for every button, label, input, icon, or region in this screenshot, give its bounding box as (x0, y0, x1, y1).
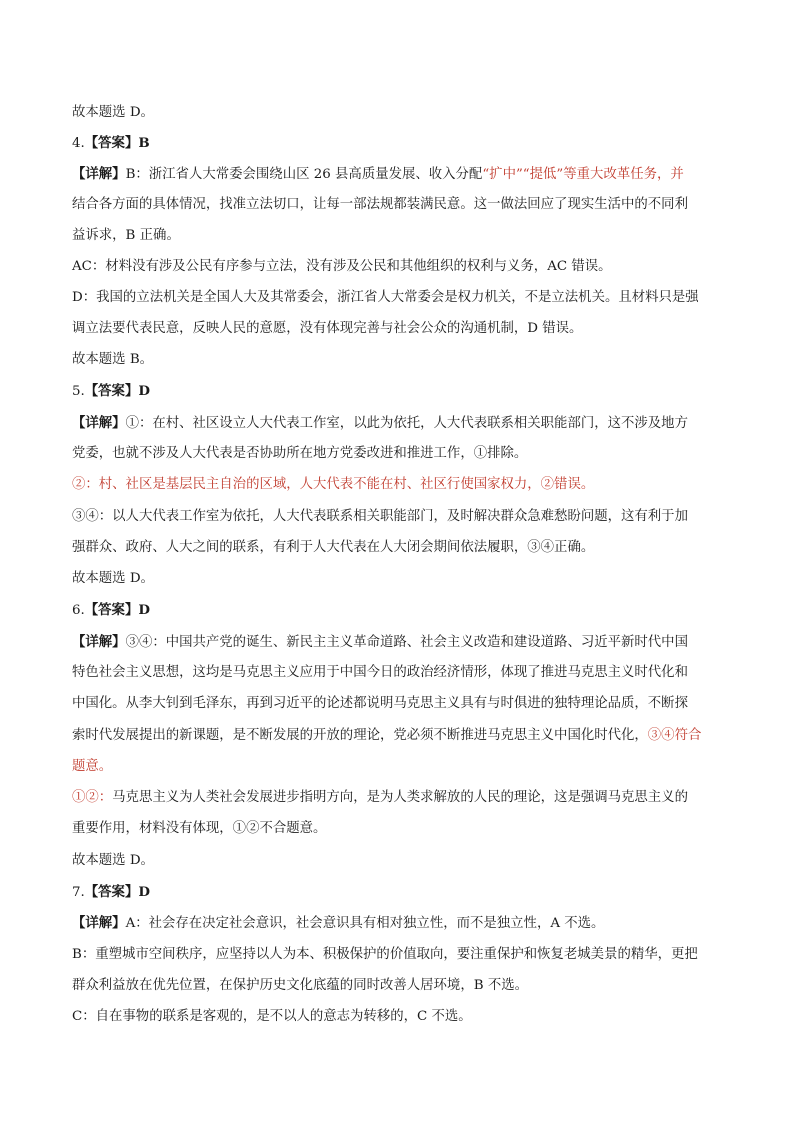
q6-number: 6. (72, 603, 85, 618)
q7-answer-value: D (138, 884, 150, 900)
q5-detail-line-2: 党委，也就不涉及人大代表是否协助所在地方党委改进和推进工作，①排除。 (72, 446, 528, 461)
q6-detail-text-4: 索时代发展提出的新课题，是不断发展的开放的理论，党必须不断推进马克思主义中国化时代化， (72, 728, 648, 743)
q6-detail-line-4 (72, 726, 722, 746)
q7-answer-tag: 【答案】 (84, 884, 139, 900)
q6-answer-value: D (138, 602, 150, 618)
q4-b-text: B：浙江省人大常委会围绕山区 26 县高质量发展、收入分配 (125, 167, 483, 182)
q4-conclusion: 故本题选 B。 (72, 352, 154, 367)
q6-detail-line-1 (72, 632, 722, 653)
q5-detail-text-1: ①：在村、社区设立人大代表工作室，以此为依托，人大代表联系相关职能部门，这不涉及地方 (125, 416, 688, 431)
q5-answer-line (72, 381, 722, 402)
q6-detail-tag: 【详解】 (72, 634, 126, 650)
q5-detail-line-5: 强群众、政府、人大之间的联系，有利于人大代表在人大闭会期间依法履职，③④正确。 (72, 540, 595, 555)
q5-answer-value: D (138, 383, 150, 399)
q6-detail-line-2: 特色社会主义思想，这均是马克思主义应用于中国今日的政治经济情形，体现了推进马克思主义时代化和 (72, 665, 688, 680)
q4-detail-line-3: 益诉求，B 正确。 (72, 228, 180, 243)
q5-conclusion: 故本题选 D。 (72, 571, 154, 586)
q7-detail-line-2: B：重塑城市空间秩序，应坚持以人为本、积极保护的价值取向，要注重保护和恢复老城美景的精华，更把 (72, 947, 698, 962)
q6-detail-text-1: ③④：中国共产党的诞生、新民主主义革命道路、社会主义改造和建设道路、习近平新时代中国 (125, 635, 688, 650)
q6-answer-tag: 【答案】 (84, 602, 139, 618)
q4-d-line-1: D：我国的立法机关是全国人大及其常委会，浙江省人大常委会是权力机关，不是立法机关。且材料只是强 (72, 290, 699, 305)
q7-detail-line-3: 群众利益放在优先位置，在保护历史文化底蕴的同时改善人居环境，B 不选。 (72, 978, 528, 993)
q6-conclusion: 故本题选 D。 (72, 853, 154, 868)
q6-detail-line-7: 重要作用，材料没有体现，①②不合题意。 (72, 821, 327, 836)
q4-d-line-2: 调立法要代表民意，反映人民的意愿，没有体现完善与社会公众的沟通机制，D 错误。 (72, 321, 583, 336)
q4-detail-line-2: 结合各方面的具体情况，找准立法切口，让每一部法规都装满民意。这一做法回应了现实生活中的不同利 (72, 197, 688, 212)
q5-detail-line-1 (72, 413, 722, 434)
q4-detail-line-1 (72, 164, 722, 185)
q4-b-text-highlight: “扩中”“提低”等重大改革任务，并 (482, 167, 684, 182)
q6-detail-text-4-highlight: ③④符合 (647, 728, 702, 743)
q5-answer-tag: 【答案】 (84, 383, 139, 399)
q5-number: 5. (72, 384, 85, 399)
q5-detail-tag: 【详解】 (72, 415, 126, 431)
q4-answer-tag: 【答案】 (84, 135, 139, 151)
q4-answer-line (72, 133, 722, 154)
q7-number: 7. (72, 885, 85, 900)
q7-detail-text-1: A：社会存在决定社会意识，社会意识具有相对独立性，而不是独立性，A 不选。 (125, 916, 605, 931)
q7-detail-tag: 【详解】 (72, 915, 126, 931)
q6-detail-line-6 (72, 788, 722, 808)
q5-detail-line-4: ③④：以人大代表工作室为依托，人大代表联系相关职能部门，及时解决群众急难愁盼问题，这有利于加 (72, 509, 688, 524)
q7-detail-line-4: C：自在事物的联系是客观的，是不以人的意志为转移的，C 不选。 (72, 1009, 472, 1024)
q3-conclusion: 故本题选 D。 (72, 105, 154, 120)
q6-detail-text-6-highlight: ①②： (72, 790, 113, 805)
q6-detail-text-6: 马克思主义为人类社会发展进步指明方向，是为人类求解放的人民的理论，这是强调马克思主义的 (112, 790, 688, 805)
q4-answer-value: B (138, 135, 150, 151)
q4-number: 4. (72, 136, 85, 151)
q7-answer-line (72, 882, 722, 903)
q6-detail-line-5: 题意。 (72, 759, 113, 774)
q4-ac-line: AC：材料没有涉及公民有序参与立法，没有涉及公民和其他组织的权利与义务，AC 错误。 (72, 259, 612, 274)
q5-detail-line-3: ②：村、社区是基层民主自治的区域，人大代表不能在村、社区行使国家权力，②错误。 (72, 477, 595, 492)
q6-detail-line-3: 中国化。从李大钊到毛泽东，再到习近平的论述都说明马克思主义具有与时俱进的独特理论品质，不断探 (72, 696, 688, 711)
q6-answer-line (72, 600, 722, 621)
q4-detail-tag: 【详解】 (72, 166, 126, 182)
q7-detail-line-1 (72, 913, 722, 934)
